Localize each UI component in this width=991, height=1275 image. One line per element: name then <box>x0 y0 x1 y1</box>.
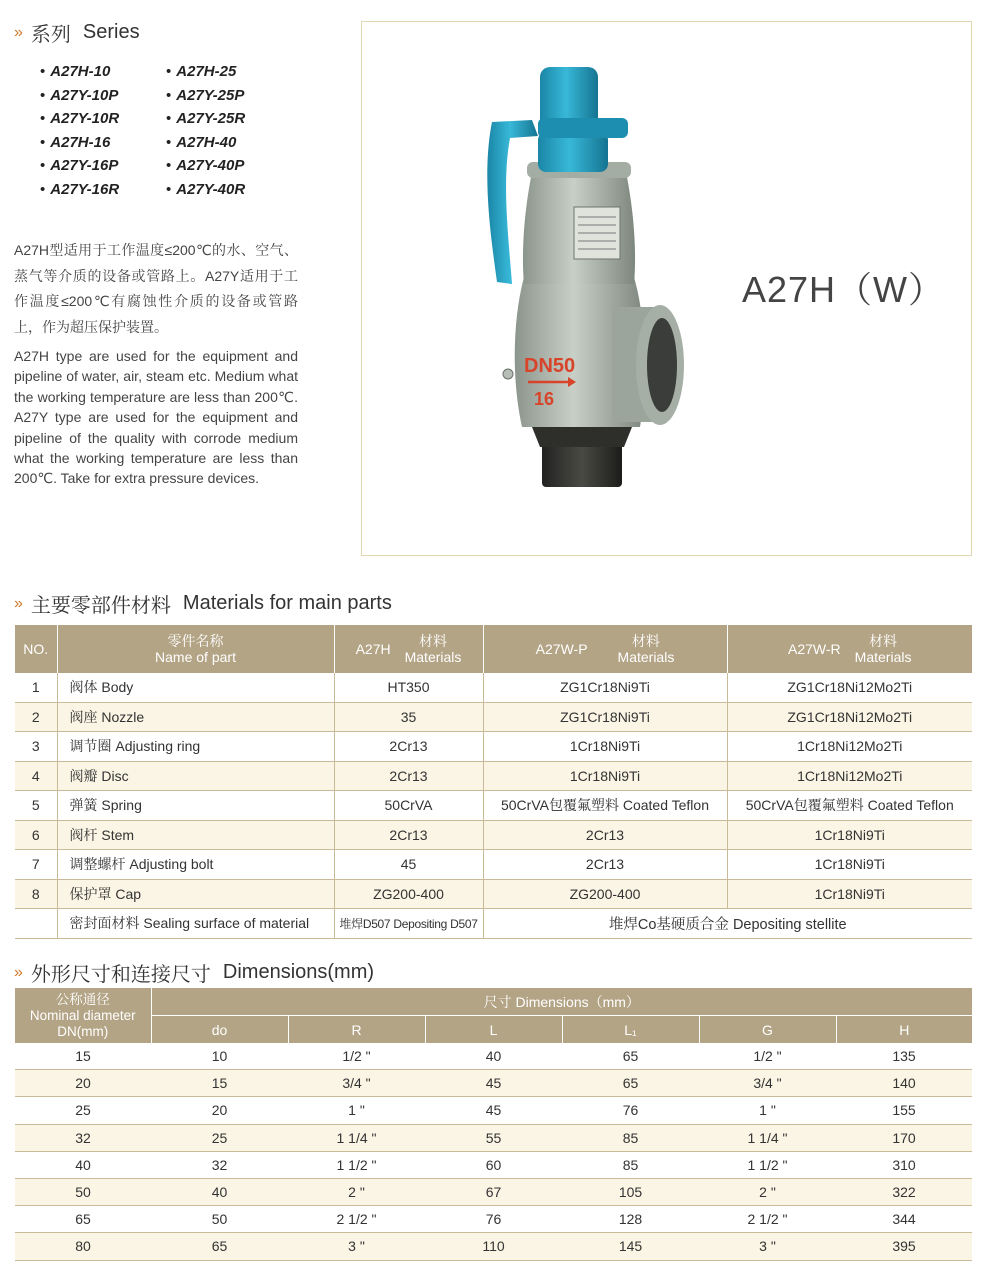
col-header-a27w-p: A27W-P 材料 Materials <box>483 625 727 673</box>
chevron-right-icon: » <box>14 594 21 612</box>
series-item: • A27Y-16P <box>40 157 119 174</box>
series-item: • A27Y-25P <box>166 86 245 104</box>
table-row: 65 50 2 1/2 " 76 128 2 1/2 " 344 <box>15 1206 972 1233</box>
col-header-dim: do <box>151 1016 288 1044</box>
series-item: • A27Y-10P <box>40 86 119 104</box>
table-row: 32 25 1 1/4 " 55 85 1 1/4 " 170 <box>15 1124 972 1151</box>
series-item: • A27H-25 <box>166 63 237 80</box>
table-row: 4 阀瓣 Disc 2Cr13 1Cr18Ni9Ti 1Cr18Ni12Mo2Ti <box>15 761 972 791</box>
col-header-a27h: A27H 材料 Materials <box>334 625 483 673</box>
col-header-dimensions: 尺寸 Dimensions（mm） <box>151 988 972 1016</box>
series-item: • A27Y-10R <box>40 110 120 127</box>
description-en: A27H type are used for the equipment and pipeline of water, air, steam etc. Medium what the working temperature are less than 200℃. A27Y type are used for the equipment and pipeline of the quality with corrode medium what the working temperature are less than 200℃. Take for extra pressure devices. <box>14 348 298 487</box>
table-row: 50 40 2 " 67 105 2 " 322 <box>15 1178 972 1205</box>
table-row-sealing: 密封面材料 Sealing surface of material 堆焊D507 Depositing D507 堆焊Co基硬质合金 Depositing stellite <box>15 909 972 939</box>
series-item: • A27H-40 <box>166 133 237 151</box>
description-cn: A27H型适用于工作温度≤200℃的水、空气、蒸气等介质的设备或管路上。A27Y适用于工作温度≤200℃有腐蚀性介质的设备或管路上，作为超压保护装置。 <box>14 242 298 335</box>
col-header-dim: L <box>425 1016 562 1044</box>
col-header-no: NO. <box>15 625 57 673</box>
chevron-right-icon: » <box>14 23 21 41</box>
series-item: • A27H-10 <box>40 63 111 80</box>
col-header-name: 零件名称 Name of part <box>57 625 334 673</box>
table-row: 15 10 1/2 " 40 65 1/2 " 135 <box>15 1043 972 1070</box>
table-row: 7 调整螺杆 Adjusting bolt 45 2Cr13 1Cr18Ni9Ti <box>15 850 972 880</box>
table-row: 3 调节圈 Adjusting ring 2Cr13 1Cr18Ni9Ti 1Cr18Ni12Mo2Ti <box>15 732 972 762</box>
col-header-a27w-r: A27W-R 材料 Materials <box>727 625 972 673</box>
series-item: • A27Y-40P <box>166 157 245 174</box>
table-row: 20 15 3/4 " 45 65 3/4 " 140 <box>15 1070 972 1097</box>
series-item: • A27Y-25R <box>166 110 246 127</box>
table-row: 6 阀杆 Stem 2Cr13 2Cr13 1Cr18Ni9Ti <box>15 820 972 850</box>
series-heading: » 系列 Series <box>14 21 140 46</box>
svg-text:16: 16 <box>534 389 555 409</box>
series-item: • A27Y-16R <box>40 180 120 198</box>
series-item: • A27H-16 <box>40 133 111 151</box>
body-marking <box>520 350 600 410</box>
col-header-dim: R <box>288 1016 425 1044</box>
dimensions-heading: » 外形尺寸和连接尺寸 Dimensions(mm) <box>14 961 375 986</box>
series-item: • A27Y-40R <box>166 180 246 198</box>
table-row: 80 65 3 " 110 145 3 " 395 <box>15 1233 972 1260</box>
table-row: 25 20 1 " 45 76 1 " 155 <box>15 1097 972 1124</box>
table-row: 5 弹簧 Spring 50CrVA 50CrVA包覆氟塑料 Coated Teflon 50CrVA包覆氟塑料 Coated Teflon <box>15 791 972 821</box>
model-label: A27H（W） <box>742 269 946 310</box>
col-header-dim: H <box>836 1016 972 1044</box>
materials-table <box>15 625 972 939</box>
table-row: 1 阀体 Body HT350 ZG1Cr18Ni9Ti ZG1Cr18Ni12Mo2Ti <box>15 673 972 702</box>
col-header-dim: L₁ <box>562 1016 699 1044</box>
svg-text:DN50: DN50 <box>524 355 576 377</box>
table-row: 40 32 1 1/2 " 60 85 1 1/2 " 310 <box>15 1151 972 1178</box>
materials-heading: » 主要零部件材料 Materials for main parts <box>14 592 392 617</box>
dimensions-table <box>15 988 972 1261</box>
table-row: 2 阀座 Nozzle 35 ZG1Cr18Ni9Ti ZG1Cr18Ni12Mo2Ti <box>15 702 972 732</box>
col-header-dim: G <box>699 1016 836 1044</box>
chevron-right-icon: » <box>14 963 21 981</box>
table-row: 8 保护罩 Cap ZG200-400 ZG200-400 1Cr18Ni9Ti <box>15 879 972 909</box>
col-header-dn: 公称通径 Nominal diameter DN(mm) <box>15 988 151 1043</box>
